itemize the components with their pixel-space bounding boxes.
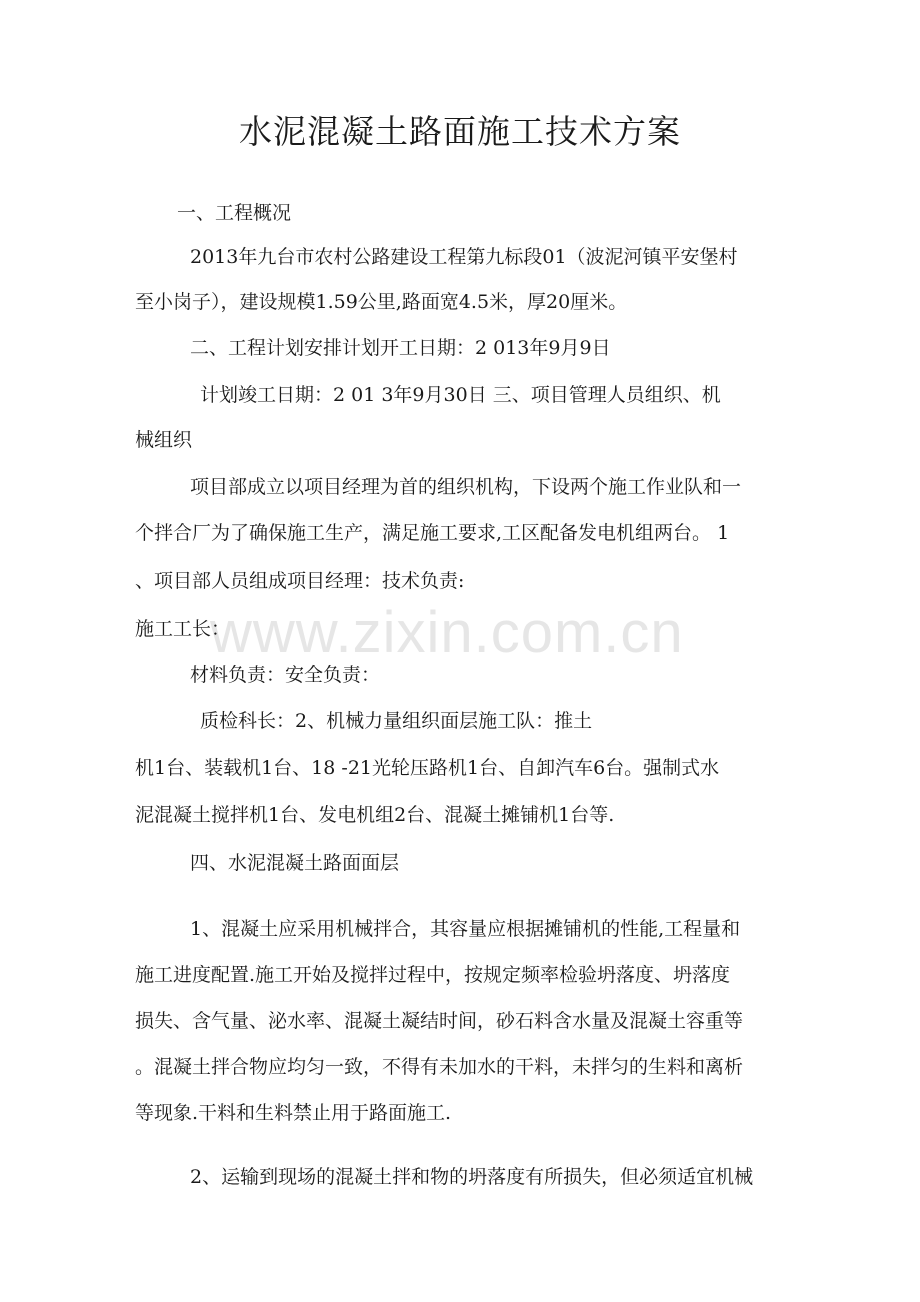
paragraph-line: 项目部成立以项目经理为首的组织机构，下设两个施工作业队和一 <box>190 476 742 498</box>
paragraph-line: 计划竣工日期：2 01 3年9月30日 三、项目管理人员组织、机 <box>200 384 721 406</box>
paragraph-line: 质检科长：2、机械力量组织面层施工队：推土 <box>200 710 593 732</box>
paragraph-line: 施工工长： <box>135 618 231 640</box>
paragraph-line: 2013年九台市农村公路建设工程第九标段01（波泥河镇平安堡村 <box>190 246 738 268</box>
paragraph-line: 械组织 <box>135 429 193 451</box>
paragraph-line: 损失、含气量、泌水率、混凝土凝结时间，砂石料含水量及混凝土容重等 <box>135 1010 744 1032</box>
document-title: 水泥混凝土路面施工技术方案 <box>239 112 681 151</box>
paragraph-line: 机1台、装载机1台、18 -21光轮压路机1台、自卸汽车6台。强制式水 <box>135 757 720 779</box>
paragraph-line: 施工进度配置.施工开始及搅拌过程中，按规定频率检验坍落度、坍落度 <box>135 964 731 986</box>
paragraph-line: 材料负责：安全负责： <box>190 664 381 686</box>
section-heading-overview: 一、工程概况 <box>177 202 292 224</box>
watermark: www.zixin.com.cn <box>210 600 684 665</box>
paragraph-line: 泥混凝土搅拌机1台、发电机组2台、混凝土摊铺机1台等. <box>135 804 615 826</box>
paragraph-line: 至小岗子），建设规模1.59公里,路面宽4.5米，厚20厘米。 <box>135 291 628 313</box>
paragraph-line: 、项目部人员组成项目经理：技术负责: <box>135 570 465 592</box>
paragraph-line: 1、混凝土应采用机械拌合，其容量应根据摊铺机的性能,工程量和 <box>190 918 741 940</box>
section-heading-pavement: 四、水泥混凝土路面面层 <box>190 852 400 874</box>
paragraph-line: 等现象.干料和生料禁止用于路面施工. <box>135 1102 452 1124</box>
paragraph-line: 个拌合厂为了确保施工生产，满足施工要求,工区配备发电机组两台。 1 <box>135 522 730 544</box>
paragraph-line: 2、运输到现场的混凝土拌和物的坍落度有所损失，但必须适宜机械 <box>190 1166 754 1188</box>
section-heading-schedule: 二、工程计划安排计划开工日期：2 013年9月9日 <box>190 337 611 359</box>
paragraph-line: 。混凝土拌合物应均匀一致，不得有未加水的干料，未拌匀的生料和离析 <box>135 1056 744 1078</box>
